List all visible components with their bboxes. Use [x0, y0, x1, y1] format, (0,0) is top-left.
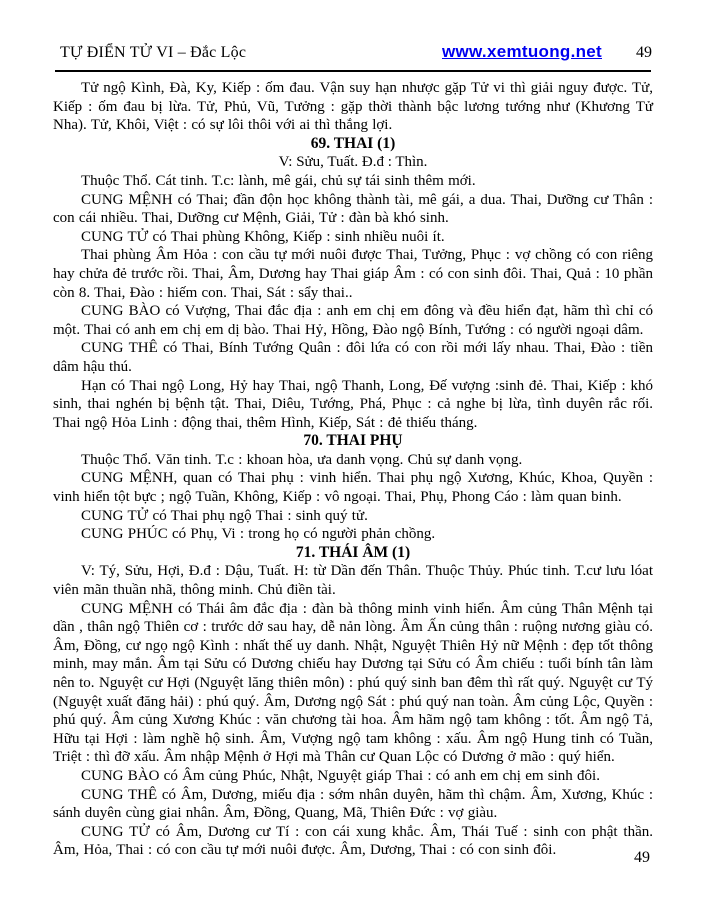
page-footer: [634, 849, 650, 867]
paragraph: CUNG BÀO có Vượng, Thai đắc địa : anh em chị em đông và đều hiển đạt, hãm thì chỉ có một. Thai có anh em chị em dị bào. Thai Hỷ, Hồng, Đào ngộ Bính, Tướng : có người ngoại dâm.: [53, 303, 653, 338]
paragraph: CUNG MỆNH, quan có Thai phụ : vinh hiển. Thai phụ ngộ Xương, Khúc, Khoa, Quyền : vinh hiển tột bực ; ngộ Tuần, Không, Kiếp : vô ngoại. Thai, Phụ, Phong Cáo : làm quan binh.: [53, 470, 653, 506]
header-right-group: [442, 42, 652, 62]
section-heading: 69. THAI (1): [310, 134, 396, 152]
page-header: [0, 0, 705, 62]
paragraph: CUNG THÊ có Thai, Bính Tướng Quân : đôi lứa có con rồi mới lấy nhau. Thai, Đào : tiền dâm hậu thú.: [53, 340, 653, 375]
paragraph: CUNG BÀO có Âm củng Phúc, Nhật, Nguyệt giáp Thai : có anh em chị em sinh đôi.: [81, 767, 600, 784]
header-title: TỰ ĐIỂN TỬ VI – Đắc Lộc: [60, 44, 247, 61]
paragraph: Thuộc Thổ. Cát tinh. T.c: lành, mê gái, chủ sự tái sinh thêm mới.: [81, 172, 476, 189]
paragraph: Thuộc Thổ. Văn tinh. T.c : khoan hòa, ưa danh vọng. Chủ sự danh vọng.: [81, 451, 523, 468]
paragraph: Tử ngộ Kình, Đà, Ky, Kiếp : ốm đau. Vận suy hạn nhược gặp Tử vi thì giải nguy được. Tử, Kiếp : ốm đau bị lừa. Tử, Phủ, Vũ, Tưởng : gặp thời thành bậc lương tướng như (Khương Tử Nha). Tử, Khôi, Việt : có sự lôi thôi với ai thì thắng lợi.: [53, 80, 653, 134]
paragraph: V: Tý, Sửu, Hợi, Đ.đ : Dậu, Tuất. H: từ Dần đến Thân. Thuộc Thủy. Phúc tinh. T.cư lưu lóat viên mãn thuần nhã, thông minh. Chủ điền tài.: [53, 563, 653, 599]
paragraph: CUNG PHÚC có Phụ, Vi : trong họ có người phản chồng.: [81, 526, 436, 543]
paragraph: CUNG TỬ có Thai phụ ngộ Thai : sinh quý tử.: [81, 507, 368, 524]
document-content: [0, 72, 705, 860]
website-link[interactable]: www.xemtuong.net: [441, 42, 602, 61]
paragraph: Hạn có Thai ngộ Long, Hỷ hay Thai, ngộ Thanh, Long, Đế vượng :sinh đẻ. Thai, Kiếp : khó sinh, thai nghén bị bệnh tật. Thai, Diêu, Tướng, Phá, Phục : cả nghe bị lừa, tình duyên rắc rối. Thai ngộ Hỏa Linh : động thai, thêm Hình, Kiếp, Sát : đẻ thiếu tháng.: [53, 377, 653, 431]
paragraph: CUNG TỬ có Thai phùng Không, Kiếp : sinh nhiều nuôi ít.: [81, 228, 445, 245]
paragraph: CUNG THÊ có Âm, Dương, miếu địa : sớm nhân duyên, hãm thì chậm. Âm, Xương, Khúc : sánh duyên cùng giai nhân. Âm, Đồng, Quang, Mã, Thiên Đức : vợ giàu.: [53, 786, 653, 822]
header-page-number: 49: [636, 44, 652, 61]
section-heading: 70. THAI PHỤ: [303, 432, 403, 450]
paragraph: CUNG MỆNH có Thai; đần độn học không thành tài, mê gái, a dua. Thai, Dưỡng cư Thân : con cái nhiều. Thai, Dưỡng cư Mệnh, Giải, Tử : đàn bà khó sinh.: [53, 191, 653, 227]
section-heading: 71. THÁI ÂM (1): [295, 543, 411, 561]
footer-page-number: 49: [634, 849, 650, 866]
paragraph: CUNG MỆNH có Thái âm đắc địa : đàn bà thông minh vinh hiển. Âm củng Thân Mệnh tại dần , thân ngộ Thiên cơ : trước dở sau hay, dễ nản lòng. Âm Ấn củng thân : ruộng nương giàu có. Âm, Đồng, cư ngọ ngộ Kình : nhất thế uy danh. Nhật, Nguyệt Thiên Hỷ nữ Mệnh : đẹp tốt thông minh, may mắn. Âm tại Sửu có Dương chiếu hay Dương tại Sửu có Âm chiếu : tuổi bính tân làm nên to. Nguyệt cư Hợi (Nguyệt lăng thiên môn) : phú quý sinh ban đêm thì rất quý. Nguyệt cư Tý (Nguyệt xuất đăng hải) : phú quý. Âm, Dương ngộ Sát : phú quý nan toàn. Âm củng Lộc, Quyền : phú quý. Âm củng Xương Khúc : văn chương tài hoa. Âm hãm ngộ tam không : tốt. Âm ngộ Tả, Hữu tại Hợi : làm nghề hộ sinh. Âm, Vượng ngộ tam không : xấu. Âm ngộ Hung tinh có Tuần, Triệt : thì đỡ xấu. Âm nhập Mệnh ở Hợi mà Thân cư Quan Lộc có Dương ở mão : quý hiển.: [53, 600, 653, 766]
paragraph: CUNG TỬ có Âm, Dương cư Tí : con cái xung khắc. Âm, Thái Tuế : sinh con phật thần. Âm, Hỏa, Thai : có con cầu tự mới nuôi được. Âm, Dương, Thai : có con sinh đôi.: [53, 823, 653, 859]
paragraph: Thai phùng Âm Hỏa : con cầu tự mới nuôi được Thai, Tưởng, Phục : vợ chồng có con riêng hay chửa đẻ trước rồi. Thai, Âm, Dương hay Thai giáp Âm : có con sinh đôi. Thai, Quả : 10 phần còn 8. Thai, Đào : hiếm con. Thai, Sát : sẩy thai..: [53, 247, 653, 301]
centered-line: V: Sửu, Tuất. Đ.đ : Thìn.: [278, 154, 428, 171]
